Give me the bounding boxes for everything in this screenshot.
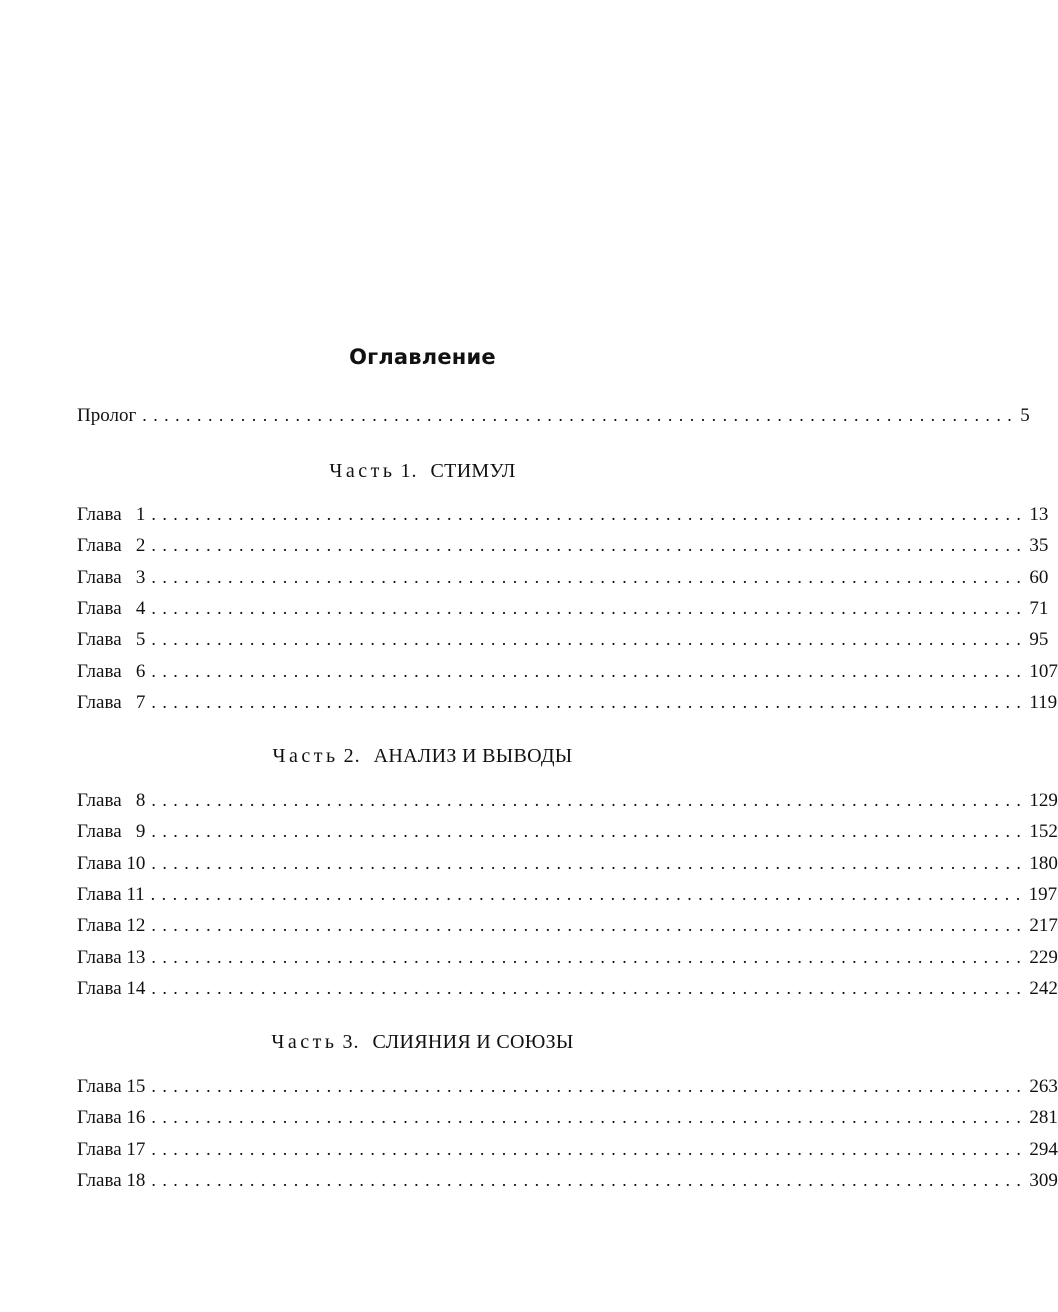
toc-entry-label: Глава 13 <box>77 947 146 968</box>
toc-entry-chapter-5[interactable] <box>77 627 1049 651</box>
toc-entry-chapter-18[interactable] <box>77 1168 1058 1192</box>
dot-leader: ................................................................................ <box>151 661 1028 681</box>
part-name: СЛИЯНИЯ И СОЮЗЫ <box>372 1031 574 1053</box>
dot-leader: ................................................................................ <box>151 853 1028 873</box>
toc-entry-page: 71 <box>1029 598 1049 619</box>
toc-entry-label: Глава 12 <box>77 915 146 936</box>
toc-entry-page: 95 <box>1029 629 1049 650</box>
toc-entry-page: 35 <box>1029 535 1049 556</box>
dot-leader: ................................................................................ <box>151 1107 1028 1127</box>
dot-leader: ................................................................................ <box>151 1076 1028 1096</box>
dot-leader: ................................................................................ <box>151 1170 1028 1190</box>
toc-entry-page: 60 <box>1029 567 1049 588</box>
toc-entry-label: Глава 9 <box>77 821 146 842</box>
toc-entry-page: 13 <box>1029 504 1049 525</box>
toc-entry-label: Глава 5 <box>77 629 146 650</box>
toc-entry-page: 180 <box>1029 853 1058 874</box>
part-word: Часть <box>329 460 396 482</box>
toc-entry-label: Глава 1 <box>77 504 146 525</box>
dot-leader: ................................................................................ <box>151 629 1028 649</box>
toc-entry-page: 107 <box>1029 661 1058 682</box>
toc-entry-label: Глава 18 <box>77 1170 146 1191</box>
toc-entry-page: 119 <box>1029 692 1058 713</box>
toc-entry-chapter-11[interactable] <box>77 882 1058 906</box>
dot-leader: ................................................................................ <box>151 947 1028 967</box>
toc-entry-label: Глава 3 <box>77 567 146 588</box>
toc-entry-chapter-9[interactable] <box>77 819 1058 843</box>
toc-entry-chapter-17[interactable] <box>77 1137 1058 1161</box>
dot-leader: ................................................................................ <box>151 598 1028 618</box>
toc-entry-chapter-12[interactable] <box>77 913 1058 937</box>
dot-leader: ................................................................................ <box>151 692 1028 712</box>
part-number: 1. <box>400 460 418 482</box>
dot-leader: ................................................................................ <box>151 978 1028 998</box>
toc-entry-page: 5 <box>1020 405 1030 426</box>
part-word: Часть <box>272 745 339 767</box>
toc-entry-chapter-2[interactable] <box>77 533 1049 557</box>
toc-entry-chapter-8[interactable] <box>77 788 1058 812</box>
toc-entry-page: 217 <box>1029 915 1058 936</box>
toc-entry-chapter-4[interactable] <box>77 596 1049 620</box>
toc-entry-page: 152 <box>1029 821 1058 842</box>
part-number: 3. <box>342 1031 360 1053</box>
toc-entry-page: 263 <box>1029 1076 1058 1097</box>
toc-entry-chapter-14[interactable] <box>77 976 1058 1000</box>
toc-entry-label: Глава 17 <box>77 1139 146 1160</box>
toc-entry-label: Глава 8 <box>77 790 146 811</box>
toc-entry-page: 242 <box>1029 978 1058 999</box>
toc-entry-label: Глава 10 <box>77 853 146 874</box>
dot-leader: ................................................................................ <box>151 790 1028 810</box>
toc-entry-label: Глава 2 <box>77 535 146 556</box>
part-name: СТИМУЛ <box>430 460 516 482</box>
toc-entry-label: Глава 11 <box>77 884 145 905</box>
toc-entry-chapter-1[interactable] <box>77 502 1049 526</box>
toc-entry-chapter-3[interactable] <box>77 565 1049 589</box>
toc-entry-chapter-10[interactable] <box>77 851 1058 875</box>
toc-entry-label: Глава 6 <box>77 661 146 682</box>
toc-entry-page: 294 <box>1029 1139 1058 1160</box>
toc-entry-chapter-7[interactable] <box>77 690 1058 714</box>
toc-entry-page: 309 <box>1029 1170 1058 1191</box>
dot-leader: ................................................................................ <box>150 884 1027 904</box>
toc-entry-label: Глава 14 <box>77 978 146 999</box>
part-word: Часть <box>271 1031 338 1053</box>
dot-leader: ................................................................................ <box>142 405 1019 425</box>
dot-leader: ................................................................................ <box>151 915 1028 935</box>
toc-entry-chapter-16[interactable] <box>77 1105 1058 1129</box>
toc-entry-chapter-15[interactable] <box>77 1074 1058 1098</box>
toc-entry-page: 281 <box>1029 1107 1058 1128</box>
toc-entry-label: Глава 16 <box>77 1107 146 1128</box>
dot-leader: ................................................................................ <box>151 821 1028 841</box>
toc-entry-label: Пролог <box>77 405 137 426</box>
toc-entry-page: 229 <box>1029 947 1058 968</box>
toc-entry-chapter-13[interactable] <box>77 945 1058 969</box>
part-name: АНАЛИЗ И ВЫВОДЫ <box>373 745 573 767</box>
toc-entry-label: Глава 4 <box>77 598 146 619</box>
toc-entry-page: 197 <box>1028 884 1058 905</box>
part-heading-1 <box>0 458 845 484</box>
dot-leader: ................................................................................ <box>151 1139 1028 1159</box>
toc-entry-chapter-6[interactable] <box>77 659 1058 683</box>
toc-entry-label: Глава 7 <box>77 692 146 713</box>
toc-entry-prologue[interactable] <box>77 403 1030 427</box>
part-number: 2. <box>343 745 361 767</box>
toc-entry-label: Глава 15 <box>77 1076 146 1097</box>
dot-leader: ................................................................................ <box>151 567 1028 587</box>
dot-leader: ................................................................................ <box>151 535 1028 555</box>
toc-entry-page: 129 <box>1029 790 1058 811</box>
dot-leader: ................................................................................ <box>151 504 1028 524</box>
part-heading-3 <box>0 1029 845 1055</box>
toc-title: Оглавление <box>349 345 496 369</box>
part-heading-2 <box>0 743 845 769</box>
